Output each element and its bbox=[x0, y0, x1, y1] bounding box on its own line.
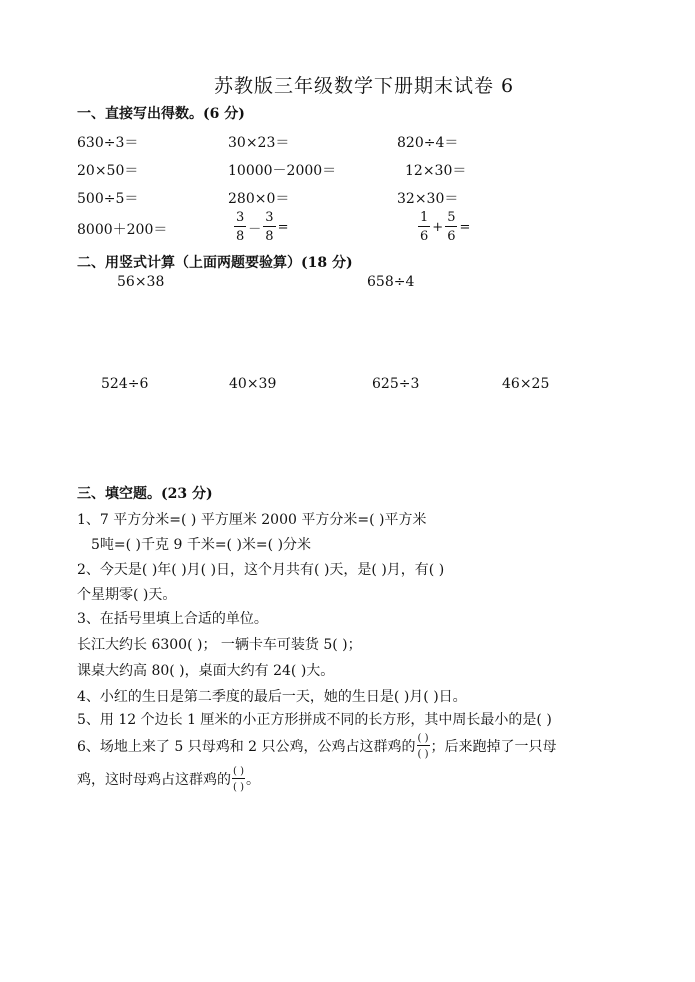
numerator: 3 bbox=[265, 210, 274, 225]
calc-item: 820÷4＝ bbox=[397, 135, 459, 151]
section2-heading: 二、用竖式计算（上面两题要验算）(18 分) bbox=[77, 255, 353, 271]
vertical-calc-item: 56×38 bbox=[117, 274, 165, 290]
fill-line: 个星期零( )天。 bbox=[77, 587, 177, 603]
fill-line: 5、用 12 个边长 1 厘米的小正方形拼成不同的长方形，其中周长最小的是( ) bbox=[77, 712, 552, 728]
fill-line: 5吨=( )千克 9 千米=( )米=( )分米 bbox=[91, 537, 312, 553]
operator: + bbox=[432, 219, 444, 235]
numerator-blank: ( ) bbox=[233, 766, 244, 777]
numerator: 1 bbox=[420, 210, 429, 225]
calc-item: 8000＋200＝ bbox=[77, 222, 168, 238]
calc-item: 630÷3＝ bbox=[77, 135, 139, 151]
numerator-blank: ( ) bbox=[417, 733, 429, 744]
fill-line: 长江大约长 6300( )； 一辆卡车可装货 5( )； bbox=[77, 637, 362, 653]
fill-line: 2、今天是( )年( )月( )日，这个月共有( )天，是( )月，有( ) bbox=[77, 562, 445, 578]
fraction-blank bbox=[232, 767, 245, 793]
question-6-line2 bbox=[77, 767, 260, 793]
question-6-line1 bbox=[77, 734, 557, 760]
calc-item: 280×0＝ bbox=[228, 191, 290, 207]
fill-line: 4、小红的生日是第二季度的最后一天，她的生日是( )月( )日。 bbox=[77, 689, 467, 705]
denominator: 8 bbox=[265, 229, 274, 244]
fraction-expression-a bbox=[234, 211, 290, 243]
calc-item: 32×30＝ bbox=[397, 191, 459, 207]
fraction-blank bbox=[417, 734, 430, 760]
equals-sign: = bbox=[277, 219, 289, 235]
equals-sign: = bbox=[459, 219, 471, 235]
operator: － bbox=[248, 221, 262, 237]
numerator: 5 bbox=[447, 210, 456, 225]
section3-heading: 三、填空题。(23 分) bbox=[77, 486, 213, 502]
calc-item: 500÷5＝ bbox=[77, 191, 139, 207]
calc-item: 20×50＝ bbox=[77, 163, 139, 179]
question-text: 6、场地上来了 5 只母鸡和 2 只公鸡，公鸡占这群鸡的 bbox=[77, 739, 416, 755]
denominator-blank: ( ) bbox=[417, 749, 429, 760]
fill-line: 课桌大约高 80( )，桌面大约有 24( )大。 bbox=[77, 663, 335, 679]
question-text: 鸡，这时母鸡占这群鸡的 bbox=[77, 772, 231, 788]
numerator: 3 bbox=[236, 210, 245, 225]
calc-item: 12×30＝ bbox=[405, 163, 467, 179]
vertical-calc-item: 40×39 bbox=[229, 376, 277, 392]
denominator: 8 bbox=[236, 229, 245, 244]
fraction-expression-b bbox=[418, 211, 472, 243]
vertical-calc-item: 524÷6 bbox=[101, 376, 149, 392]
denominator: 6 bbox=[447, 229, 456, 244]
calc-item: 10000－2000＝ bbox=[228, 163, 337, 179]
fill-line: 3、在括号里填上合适的单位。 bbox=[77, 611, 268, 627]
section1-heading: 一、直接写出得数。(6 分) bbox=[77, 106, 245, 122]
denominator: 6 bbox=[420, 229, 429, 244]
denominator-blank: ( ) bbox=[233, 782, 244, 793]
page-title: 苏教版三年级数学下册期末试卷 6 bbox=[214, 75, 515, 97]
vertical-calc-item: 46×25 bbox=[502, 376, 550, 392]
vertical-calc-item: 658÷4 bbox=[367, 274, 415, 290]
question-text: ；后来跑掉了一只母 bbox=[430, 739, 557, 755]
question-text: 。 bbox=[245, 772, 260, 788]
calc-item: 30×23＝ bbox=[228, 135, 290, 151]
fill-line: 1、7 平方分米=( ) 平方厘米 2000 平方分米=( )平方米 bbox=[77, 512, 427, 528]
vertical-calc-item: 625÷3 bbox=[372, 376, 420, 392]
